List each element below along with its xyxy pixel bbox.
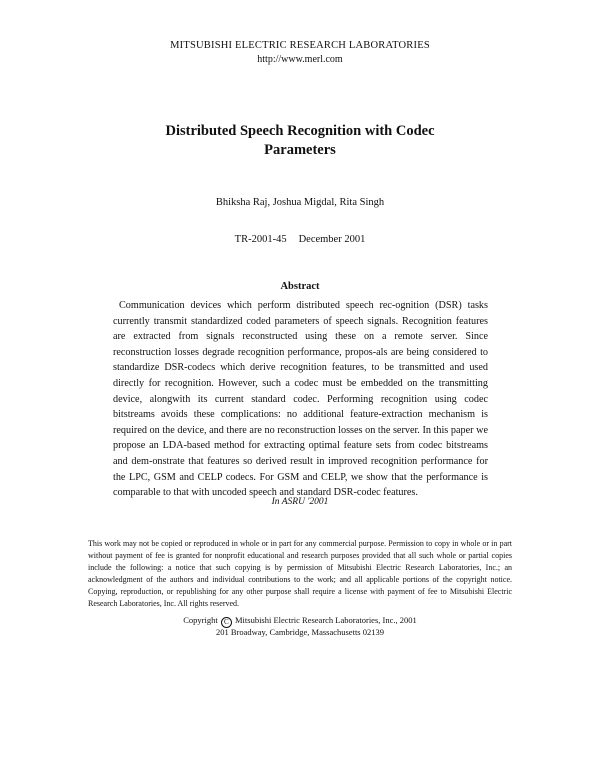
abstract-text: Communication devices which perform distributed speech rec-ognition (DSR) tasks currently transmit standardized coded parameters of speech signals. Recognition features are extracted from signals reconstructed using these on a remote server. Since reconstruction losses degrade recognition performance, propos-als are being considered to standardize DSR-codecs which derive recognition features, to be transmitted and used directly for recognition. However, such a codec must be embedded on the transmitting device, alongwith its current standard codec. Performing recognition using codec bitstreams avoids these complications: no additional feature-extraction mechanism is required on the device, and there are no reconstruction losses on the server. In this paper we propose an LDA-based method for extracting optimal feature sets from codec bitstreams and dem-onstrate that features so derived result in improved recognition performance for the LPC, GSM and CELP codecs. For GSM and CELP, we show that the performance is comparable to that with uncoded speech and standard DSR-codec features. <box>113 300 488 499</box>
copyright-holder: Mitsubishi Electric Research Laboratories, Inc., 2001 <box>234 615 417 625</box>
lab-url[interactable]: http://www.merl.com <box>257 54 343 65</box>
report-number: TR-2001-45 <box>234 234 287 245</box>
copyright-prefix: Copyright <box>183 615 218 625</box>
lab-name: MITSUBISHI ELECTRIC RESEARCH LABORATORIES <box>170 40 430 51</box>
copyright-address: 201 Broadway, Cambridge, Massachusetts 02139 <box>215 627 384 637</box>
title-line-2: Parameters <box>264 142 336 158</box>
authors: Bhiksha Raj, Joshua Migdal, Rita Singh <box>215 197 385 208</box>
paper-title <box>0 122 600 160</box>
venue: In ASRU '2001 <box>271 497 329 507</box>
copyright-icon: C <box>221 617 232 628</box>
copyright-notice: This work may not be copied or reproduced in whole or in part for any commercial purpose. Permission to copy in whole or in part without payment of fee is granted for nonprofit educational and research purposes provided that all such whole or partial copies include the following: a notice that such copying is by permission of Mitsubishi Electric Research Laboratories, Inc.; an acknowledgment of the authors and individual contributions to the work; and all applicable portions of the copyright notice. Copying, reproduction, or republishing for any other purpose shall require a license with payment of fee to Mitsubishi Electric Research Laboratories, Inc. All rights reserved. <box>88 539 512 608</box>
report-date: December 2001 <box>298 234 366 245</box>
report-info <box>0 234 600 245</box>
abstract-heading: Abstract <box>280 281 320 292</box>
title-line-1: Distributed Speech Recognition with Codec <box>165 123 435 139</box>
